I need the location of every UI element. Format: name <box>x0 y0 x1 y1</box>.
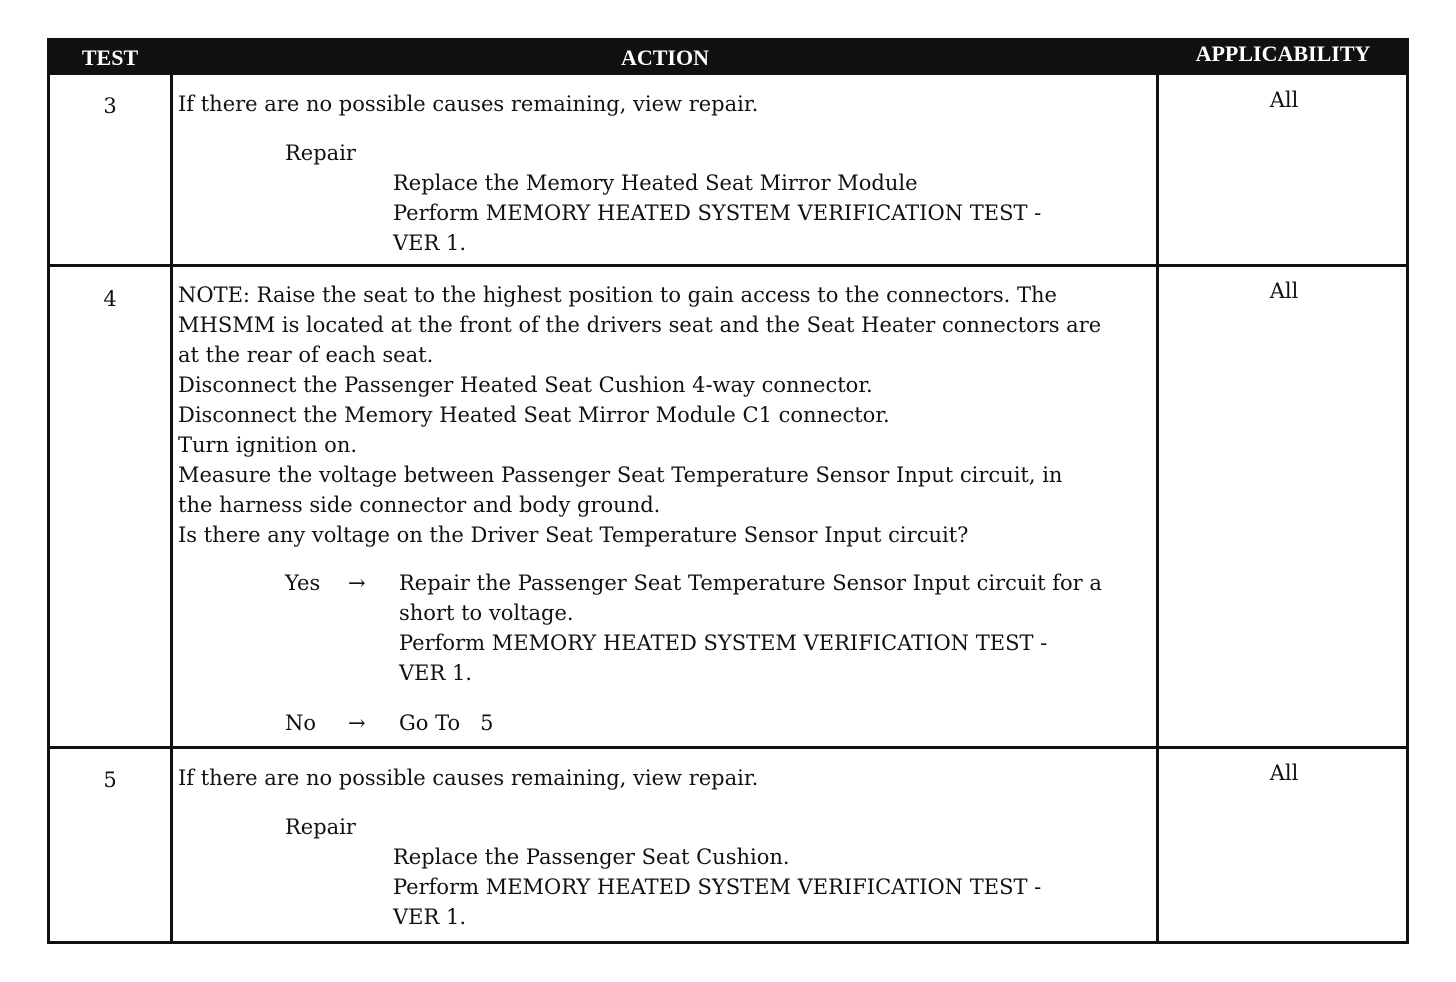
right-arrow-icon: → <box>348 571 366 595</box>
action-text: MHSMM is located at the front of the drivers seat and the Seat Heater connectors are <box>178 313 1102 337</box>
repair-line: Replace the Passenger Seat Cushion. <box>393 845 790 869</box>
row-divider <box>50 264 1406 267</box>
repair-line: Perform MEMORY HEATED SYSTEM VERIFICATION TEST - <box>393 875 1042 899</box>
yes-line: short to voltage. <box>399 601 574 625</box>
action-text: Disconnect the Memory Heated Seat Mirror Module C1 connector. <box>178 403 890 427</box>
diagnostic-test-table <box>47 38 1409 944</box>
test-number: 4 <box>103 287 117 311</box>
action-text: the harness side connector and body ground. <box>178 493 661 517</box>
header-action: ACTION <box>620 45 709 70</box>
test-number: 3 <box>103 94 117 118</box>
yes-line: Perform MEMORY HEATED SYSTEM VERIFICATION TEST - <box>399 631 1048 655</box>
action-cell-test-4 <box>178 280 1153 738</box>
header-test: TEST <box>81 45 139 70</box>
yes-line: VER 1. <box>399 661 473 685</box>
yes-branch <box>178 568 1153 598</box>
no-label: No <box>285 711 317 735</box>
right-arrow-icon: → <box>348 711 366 735</box>
action-cell-test-5 <box>178 763 1153 932</box>
yes-line: Repair the Passenger Seat Temperature Sensor Input circuit for a <box>399 571 1102 595</box>
row-divider <box>50 746 1406 749</box>
header-applicability: APPLICABILITY <box>1195 41 1371 66</box>
applicability-value: All <box>1269 761 1299 785</box>
repair-line: VER 1. <box>393 905 467 929</box>
repair-line: VER 1. <box>393 231 467 255</box>
action-cell-test-3 <box>178 89 1153 258</box>
test-number: 5 <box>103 768 117 792</box>
no-branch <box>178 708 1153 738</box>
action-text: Is there any voltage on the Driver Seat Temperature Sensor Input circuit? <box>178 523 969 547</box>
yes-label: Yes <box>285 571 321 595</box>
applicability-value: All <box>1269 88 1299 112</box>
action-text: at the rear of each seat. <box>178 343 434 367</box>
yes-branch-cont <box>178 598 1153 628</box>
repair-label: Repair <box>285 141 356 165</box>
action-text: If there are no possible causes remaining, view repair. <box>178 92 759 116</box>
yes-branch-cont <box>178 658 1153 688</box>
column-divider <box>170 75 173 941</box>
yes-branch-cont <box>178 628 1153 658</box>
action-text: Disconnect the Passenger Heated Seat Cushion 4-way connector. <box>178 373 873 397</box>
action-text: NOTE: Raise the seat to the highest position to gain access to the connectors. The <box>178 283 1057 307</box>
action-text: If there are no possible causes remaining, view repair. <box>178 766 759 790</box>
column-divider <box>1156 75 1159 941</box>
table-header <box>50 41 1406 75</box>
repair-label: Repair <box>285 815 356 839</box>
action-text: Measure the voltage between Passenger Seat Temperature Sensor Input circuit, in <box>178 463 1063 487</box>
action-text: Turn ignition on. <box>178 433 358 457</box>
repair-line: Perform MEMORY HEATED SYSTEM VERIFICATION TEST - <box>393 201 1042 225</box>
applicability-value: All <box>1269 279 1299 303</box>
repair-line: Replace the Memory Heated Seat Mirror Module <box>393 171 918 195</box>
go-to-step: Go To 5 <box>399 711 494 735</box>
